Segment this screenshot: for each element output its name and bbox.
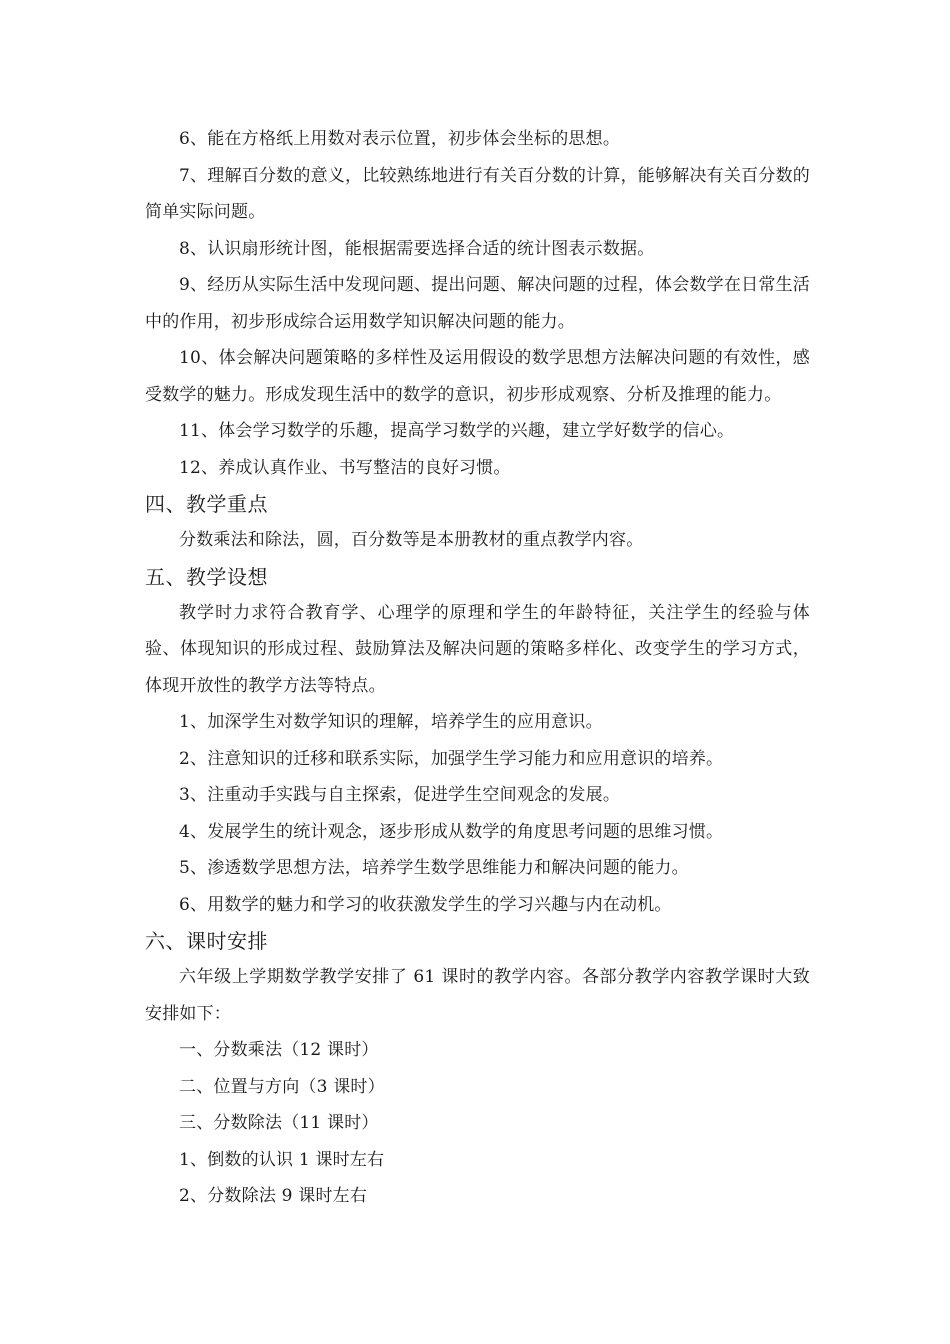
schedule-unit-1: 一、分数乘法（12 课时） [179, 1040, 379, 1060]
plan-item-5: 5、渗透数学思想方法，培养学生数学思维能力和解决问题的能力。 [179, 858, 689, 878]
schedule-intro: 六年级上学期数学教学安排了 61 课时的教学内容。各部分教学内容教学课时大致安排如下： [145, 967, 810, 1024]
plan-item-3: 3、注重动手实践与自主探索，促进学生空间观念的发展。 [179, 785, 621, 805]
schedule-unit-2: 二、位置与方向（3 课时） [179, 1076, 385, 1097]
objective-7: 7、理解百分数的意义，比较熟练地进行有关百分数的计算，能够解决有关百分数的简单实际问题。 [145, 165, 810, 222]
section-heading-teaching-plan: 五、教学设想 [145, 564, 268, 589]
objective-8: 8、认识扇形统计图，能根据需要选择合适的统计图表示数据。 [179, 238, 655, 259]
plan-item-2: 2、注意知识的迁移和联系实际，加强学生学习能力和应用意识的培养。 [179, 748, 724, 769]
objective-9: 9、经历从实际生活中发现问题、提出问题、解决问题的过程，体会数学在日常生活中的作用，初步形成综合运用数学知识解决问题的能力。 [145, 275, 810, 332]
schedule-sub-2: 2、分数除法 9 课时左右 [179, 1186, 368, 1206]
section-heading-teaching-focus: 四、教学重点 [145, 492, 268, 516]
objective-6: 6、能在方格纸上用数对表示位置，初步体会坐标的思想。 [179, 129, 621, 149]
plan-item-1: 1、加深学生对数学知识的理解，培养学生的应用意识。 [179, 712, 603, 732]
teaching-plan-intro: 教学时力求符合教育学、心理学的原理和学生的年龄特征，关注学生的经验与体验、体现知识的形成过程、鼓励算法及解决问题的策略多样化、改变学生的学习方式，体现开放性的教学方法等特点。 [145, 602, 810, 696]
schedule-unit-3: 三、分数除法（11 课时） [179, 1113, 379, 1133]
document-body [145, 121, 810, 1215]
section-heading-schedule: 六、课时安排 [145, 929, 268, 953]
objective-10: 10、体会解决问题策略的多样性及运用假设的数学思想方法解决问题的有效性，感受数学的魅力。形成发现生活中的数学的意识，初步形成观察、分析及推理的能力。 [145, 348, 810, 405]
plan-item-4: 4、发展学生的统计观念，逐步形成从数学的角度思考问题的思维习惯。 [179, 821, 724, 842]
objective-11: 11、体会学习数学的乐趣，提高学习数学的兴趣，建立学好数学的信心。 [179, 421, 735, 441]
schedule-sub-1: 1、倒数的认识 1 课时左右 [179, 1149, 385, 1170]
teaching-focus-text: 分数乘法和除法，圆，百分数等是本册教材的重点教学内容。 [179, 530, 644, 550]
plan-item-6: 6、用数学的魅力和学习的收获激发学生的学习兴趣与内在动机。 [179, 894, 672, 915]
objective-12: 12、养成认真作业、书写整洁的良好习惯。 [179, 457, 511, 478]
